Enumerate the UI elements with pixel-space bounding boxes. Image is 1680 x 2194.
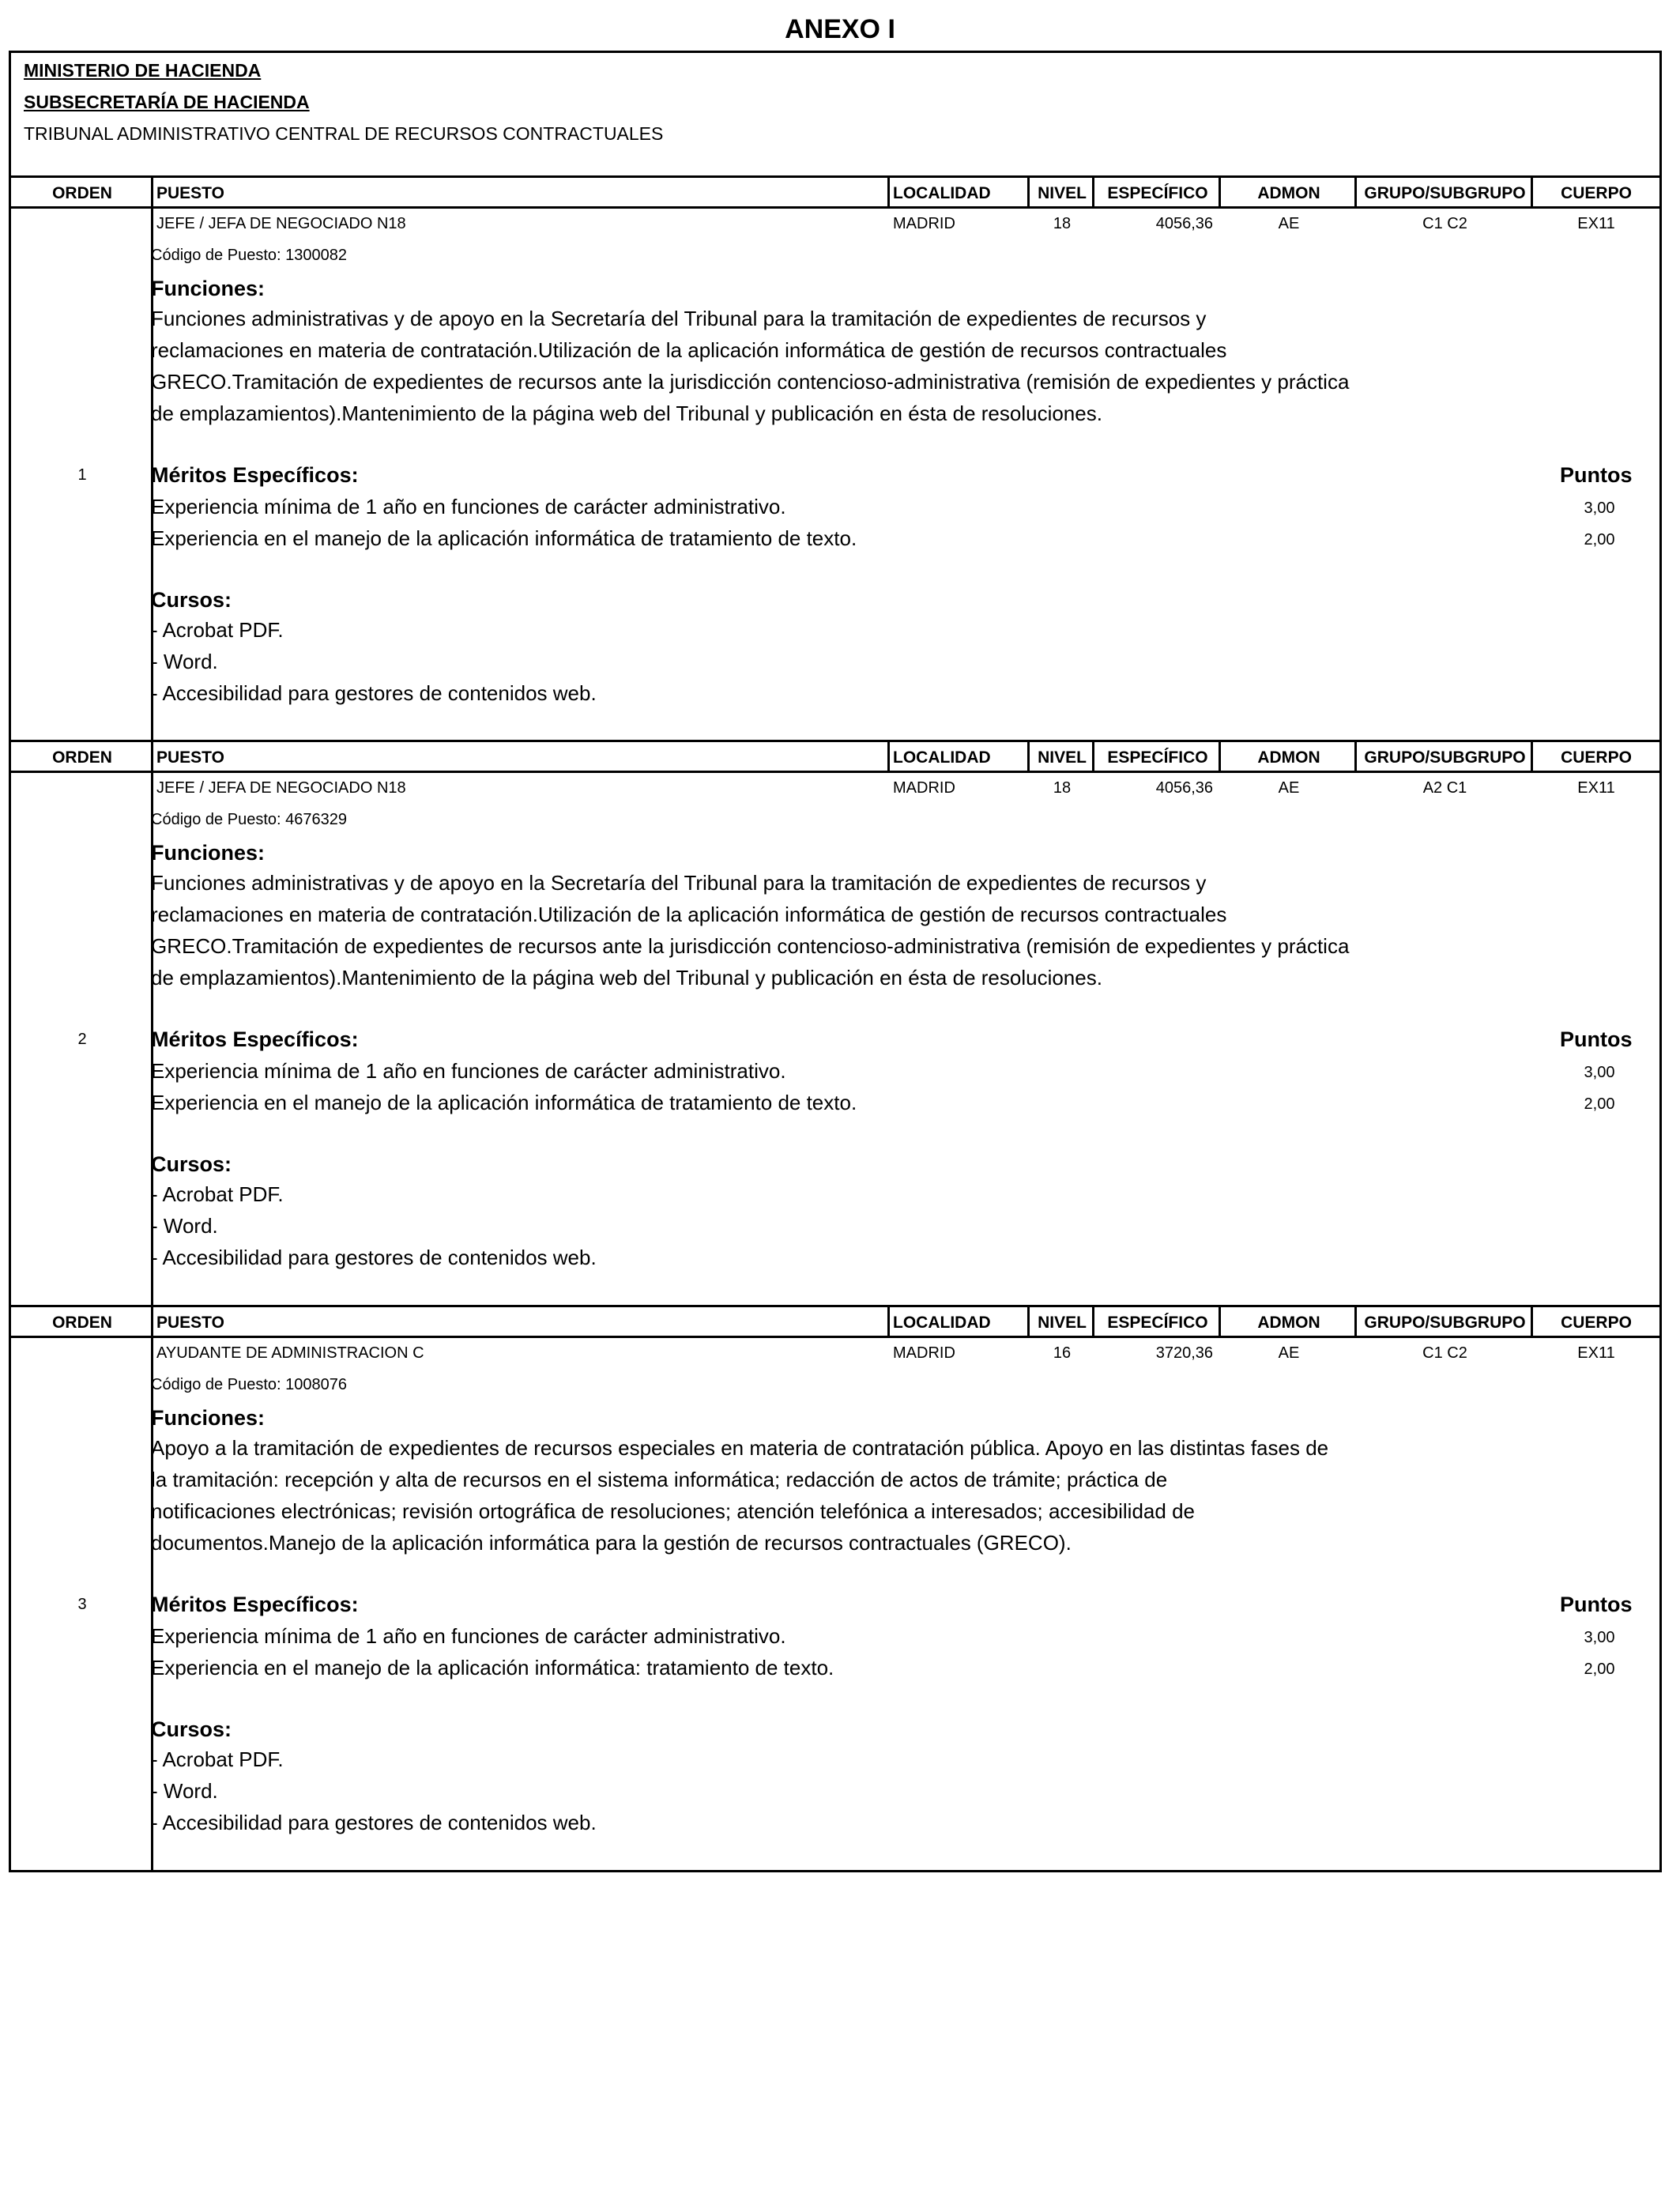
admon-value: AE	[1278, 215, 1300, 232]
grupo-value: C1 C2	[1422, 215, 1467, 232]
merito-puntos: 3,00	[1584, 499, 1615, 517]
column-header-cuerpo: CUERPO	[1561, 184, 1632, 202]
grupo-value: C1 C2	[1422, 1344, 1467, 1362]
tribunal-name: TRIBUNAL ADMINISTRATIVO CENTRAL DE RECURSOS CONTRACTUALES	[24, 123, 664, 144]
funciones-heading: Funciones:	[151, 841, 266, 865]
column-header-localidad: LOCALIDAD	[893, 1314, 991, 1332]
merito-text: Experiencia mínima de 1 año en funciones de carácter administrativo.	[151, 495, 786, 518]
codigo-puesto: Código de Puesto: 4676329	[151, 811, 347, 828]
funciones-heading: Funciones:	[151, 277, 266, 300]
cuerpo-value: EX11	[1577, 779, 1615, 797]
funciones-line: Funciones administrativas y de apoyo en la Secretaría del Tribunal para la tramitación de expedientes de recursos y	[151, 307, 1207, 330]
meritos-heading: Méritos Específicos:	[151, 1593, 359, 1616]
curso-item: - Acrobat PDF.	[151, 618, 284, 642]
orden-number: 2	[77, 1031, 87, 1048]
puesto-name: JEFE / JEFA DE NEGOCIADO N18	[156, 779, 406, 797]
annex-table	[9, 51, 1662, 1872]
puntos-heading: Puntos	[1560, 1027, 1633, 1051]
especifico-value: 4056,36	[1155, 215, 1213, 232]
cursos-heading: Cursos:	[151, 588, 232, 612]
codigo-puesto: Código de Puesto: 1300082	[151, 247, 347, 264]
curso-item: - Acrobat PDF.	[151, 1747, 284, 1771]
column-header-orden: ORDEN	[52, 184, 112, 202]
curso-item: - Word.	[151, 1779, 218, 1803]
merito-puntos: 3,00	[1584, 1629, 1615, 1646]
puntos-heading: Puntos	[1560, 463, 1633, 487]
curso-item: - Word.	[151, 650, 218, 673]
merito-puntos: 2,00	[1584, 531, 1615, 548]
merito-puntos: 2,00	[1584, 1095, 1615, 1113]
funciones-line: la tramitación: recepción y alta de recursos en el sistema informática; redacción de actos de trámite; práctica de	[151, 1468, 1168, 1491]
column-header-localidad: LOCALIDAD	[893, 184, 991, 202]
nivel-value: 16	[1053, 1344, 1072, 1362]
ministry-name: MINISTERIO DE HACIENDA	[24, 60, 262, 81]
curso-item: - Accesibilidad para gestores de contenidos web.	[151, 1811, 597, 1834]
cursos-heading: Cursos:	[151, 1152, 232, 1176]
column-header-nivel: NIVEL	[1038, 748, 1087, 767]
column-header-admon: ADMON	[1257, 1314, 1320, 1332]
curso-item: - Accesibilidad para gestores de contenidos web.	[151, 1246, 597, 1269]
funciones-line: GRECO.Tramitación de expedientes de recursos ante la jurisdicción contencioso-administrativa (remisión de expedientes y práctica	[151, 370, 1350, 394]
orden-number: 3	[77, 1596, 87, 1613]
column-header-grupo: GRUPO/SUBGRUPO	[1364, 184, 1526, 202]
header-divider	[11, 1336, 1659, 1338]
column-header-puesto: PUESTO	[156, 1314, 224, 1332]
column-header-grupo: GRUPO/SUBGRUPO	[1364, 1314, 1526, 1332]
merito-text: Experiencia en el manejo de la aplicación informática de tratamiento de texto.	[151, 526, 857, 550]
localidad-value: MADRID	[893, 1344, 955, 1362]
puesto-name: JEFE / JEFA DE NEGOCIADO N18	[156, 215, 406, 232]
merito-text: Experiencia mínima de 1 año en funciones de carácter administrativo.	[151, 1059, 786, 1083]
column-header-puesto: PUESTO	[156, 748, 224, 767]
column-header-cuerpo: CUERPO	[1561, 1314, 1632, 1332]
column-header-orden: ORDEN	[52, 1314, 112, 1332]
column-header-admon: ADMON	[1257, 748, 1320, 767]
nivel-value: 18	[1053, 215, 1072, 232]
cuerpo-value: EX11	[1577, 215, 1615, 232]
funciones-line: notificaciones electrónicas; revisión ortográfica de resoluciones; atención telefónica a interesados; accesibilidad de	[151, 1499, 1195, 1523]
funciones-line: Funciones administrativas y de apoyo en la Secretaría del Tribunal para la tramitación de expedientes de recursos y	[151, 871, 1207, 895]
merito-puntos: 2,00	[1584, 1661, 1615, 1678]
curso-item: - Acrobat PDF.	[151, 1182, 284, 1206]
column-header-admon: ADMON	[1257, 184, 1320, 202]
column-header-cuerpo: CUERPO	[1561, 748, 1632, 767]
curso-item: - Word.	[151, 1214, 218, 1238]
grupo-value: A2 C1	[1422, 779, 1467, 797]
column-header-localidad: LOCALIDAD	[893, 748, 991, 767]
localidad-value: MADRID	[893, 779, 955, 797]
funciones-line: documentos.Manejo de la aplicación informática para la gestión de recursos contractuales (GRECO).	[151, 1531, 1072, 1555]
cursos-heading: Cursos:	[151, 1717, 232, 1741]
cuerpo-value: EX11	[1577, 1344, 1615, 1362]
funciones-line: GRECO.Tramitación de expedientes de recursos ante la jurisdicción contencioso-administrativa (remisión de expedientes y práctica	[151, 934, 1350, 958]
row-divider	[11, 175, 1659, 178]
column-header-especifico: ESPECÍFICO	[1107, 184, 1208, 202]
meritos-heading: Méritos Específicos:	[151, 1027, 359, 1051]
orden-number: 1	[77, 466, 87, 484]
merito-text: Experiencia en el manejo de la aplicación informática de tratamiento de texto.	[151, 1091, 857, 1114]
column-header-nivel: NIVEL	[1038, 1314, 1087, 1332]
header-divider	[11, 771, 1659, 773]
localidad-value: MADRID	[893, 215, 955, 232]
admon-value: AE	[1278, 779, 1300, 797]
subsecretaria-name: SUBSECRETARÍA DE HACIENDA	[24, 92, 310, 112]
page-title: ANEXO I	[785, 14, 895, 44]
nivel-value: 18	[1053, 779, 1072, 797]
especifico-value: 4056,36	[1155, 779, 1213, 797]
codigo-puesto: Código de Puesto: 1008076	[151, 1376, 347, 1393]
column-header-especifico: ESPECÍFICO	[1107, 1314, 1208, 1332]
row-divider	[11, 1305, 1659, 1307]
funciones-line: reclamaciones en materia de contratación.Utilización de la aplicación informática de gestión de recursos contractuales	[151, 338, 1227, 362]
row-divider	[11, 740, 1659, 742]
especifico-value: 3720,36	[1155, 1344, 1213, 1362]
funciones-line: reclamaciones en materia de contratación.Utilización de la aplicación informática de gestión de recursos contractuales	[151, 903, 1227, 926]
column-header-especifico: ESPECÍFICO	[1107, 748, 1208, 767]
puntos-heading: Puntos	[1560, 1593, 1633, 1616]
puesto-name: AYUDANTE DE ADMINISTRACION C	[156, 1344, 424, 1362]
header-divider	[11, 206, 1659, 209]
funciones-line: de emplazamientos).Mantenimiento de la página web del Tribunal y publicación en ésta de resoluciones.	[151, 401, 1102, 425]
merito-text: Experiencia en el manejo de la aplicación informática: tratamiento de texto.	[151, 1656, 834, 1679]
column-header-orden: ORDEN	[52, 748, 112, 767]
funciones-heading: Funciones:	[151, 1406, 266, 1430]
column-header-puesto: PUESTO	[156, 184, 224, 202]
funciones-line: Apoyo a la tramitación de expedientes de recursos especiales en materia de contratación pública. Apoyo en las distintas fases de	[151, 1436, 1329, 1460]
merito-text: Experiencia mínima de 1 año en funciones de carácter administrativo.	[151, 1624, 786, 1648]
curso-item: - Accesibilidad para gestores de contenidos web.	[151, 681, 597, 705]
merito-puntos: 3,00	[1584, 1064, 1615, 1081]
admon-value: AE	[1278, 1344, 1300, 1362]
column-header-nivel: NIVEL	[1038, 184, 1087, 202]
meritos-heading: Méritos Específicos:	[151, 463, 359, 487]
column-header-grupo: GRUPO/SUBGRUPO	[1364, 748, 1526, 767]
funciones-line: de emplazamientos).Mantenimiento de la página web del Tribunal y publicación en ésta de resoluciones.	[151, 966, 1102, 990]
